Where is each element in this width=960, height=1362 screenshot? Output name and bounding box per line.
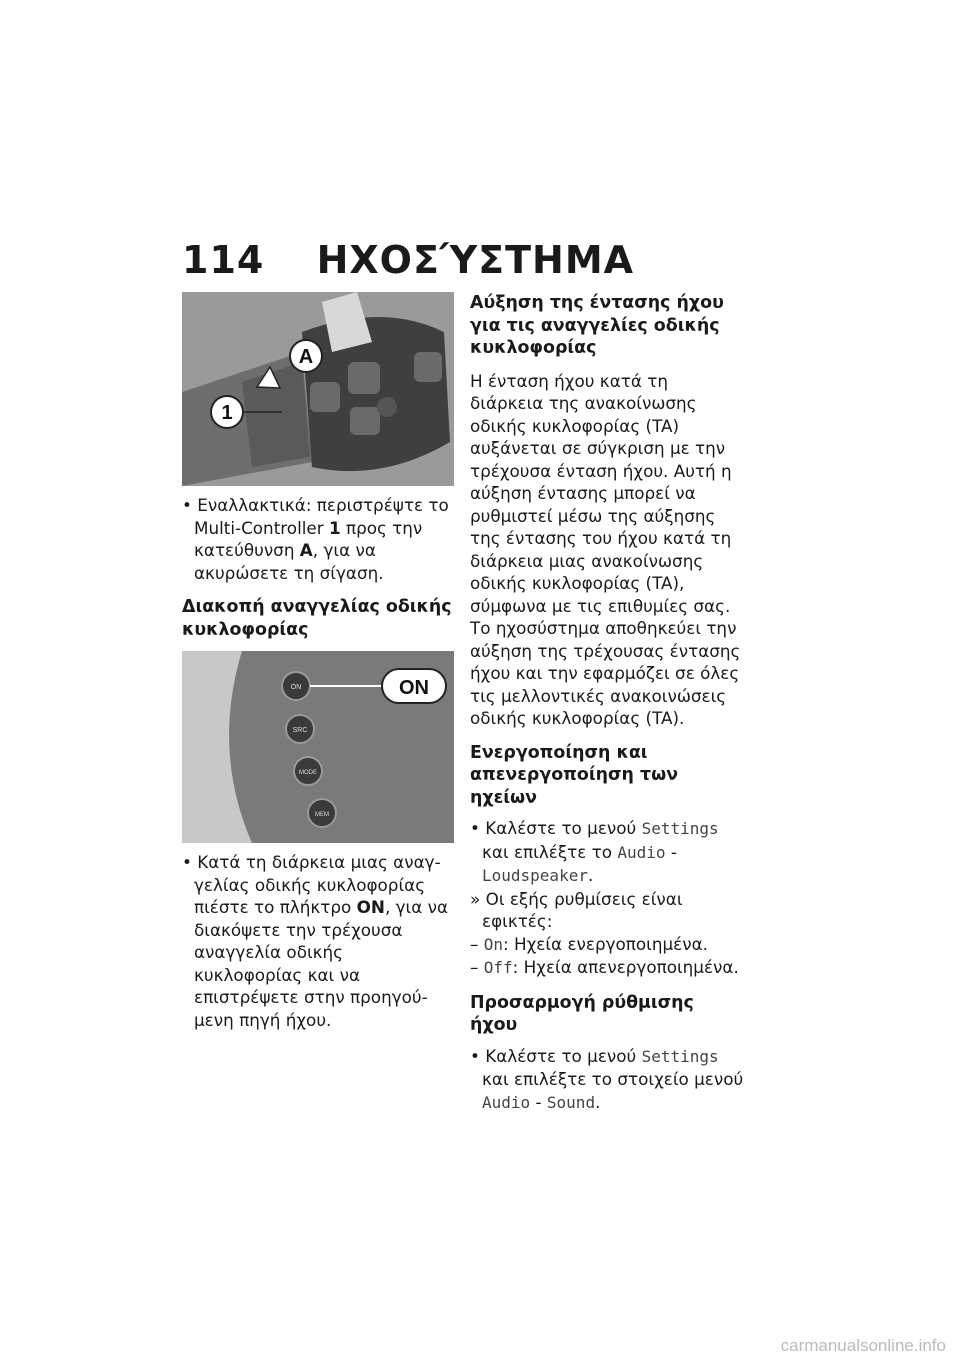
- bullet-sound: • Καλέστε το μενού Settings και επιλέξτε το στοιχείο μενού Audio - Sound.: [470, 1045, 745, 1115]
- section-heading-interrupt: Διακοπή αναγγελίας οδικής κυκλοφορίας: [182, 597, 452, 640]
- handlebar-figure: [182, 292, 454, 486]
- section-heading-sound: Προσαρμογή ρύθμισης ήχου: [470, 992, 694, 1035]
- page-title: ΗΧΟΣΎΣΤΗΜΑ: [316, 238, 635, 282]
- section-heading-speakers: Ενεργοποίηση και απενεργοποίηση των ηχείων: [470, 742, 679, 808]
- page-header: [182, 238, 634, 282]
- option-on: – On: Ηχεία ενεργοποιημένα.: [470, 933, 745, 957]
- btn-src-label: SRC: [292, 727, 308, 734]
- bullet-speakers: • Καλέστε το μενού Settings και επιλέξτε το Audio - Loudspeaker.: [470, 817, 745, 888]
- section-heading-volume: Αύξηση της έντασης ήχου για τις αναγγελίες οδικής κυκλοφορίας: [470, 293, 724, 358]
- buttons-figure: [182, 651, 454, 843]
- option-off: – Off: Ηχεία απενεργοποιημένα.: [470, 956, 745, 980]
- btn-on-label: ON: [290, 684, 302, 691]
- callout-on: ON: [399, 677, 429, 699]
- right-column: [470, 292, 745, 1114]
- bullet-interrupt: • Κατά τη διάρκεια μιας αναγγελίας οδικής κυκλοφορίας πιέστε το πλήκτρο ON, για να διακόψετε την τρέχουσα αναγγελία οδικής κυκλοφορίας και να επιστρέψετε στην προηγούμενη πηγή ήχου.: [182, 851, 454, 1031]
- btn-mode-label: MODE: [299, 770, 317, 776]
- handlebar-illustration: [182, 292, 454, 486]
- page-number: 114: [182, 238, 265, 282]
- paragraph-volume: Η ένταση ήχου κατά τη διάρκεια της ανακοίνωσης οδικής κυκλοφορίας (TA) αυξάνεται σε σύγκριση με την τρέχουσα ένταση ήχου. Αυτή η αύξηση έντασης μπορεί να ρυθμιστεί μέσω της αύξησης της έντασης του ήχου κατά τη διάρκεια μιας ανακοίνωσης οδικής κυκλοφορίας (TA), σύμφωνα με τις επιθυμίες σας. Το ηχοσύστημα αποθηκεύει την αύξηση της τρέχουσας έντασης ήχου και την εφαρμόζει σε όλες τις μελλοντικές ανακοινώσεις οδικής κυκλοφορίας (TA).: [470, 370, 741, 728]
- result-line: » Οι εξής ρυθμίσεις είναι εφικτές:: [470, 888, 745, 933]
- callout-1: 1: [221, 402, 233, 424]
- bullet-multicontroller: • Εναλλακτικά: περιστρέψτε το Multi-Controller 1 προς την κατεύθυνση A, για να ακυρώσετε τη σίγαση.: [182, 494, 454, 584]
- callout-a: A: [298, 346, 314, 368]
- btn-mem-label: MEM: [315, 812, 329, 818]
- left-column: [182, 292, 454, 1031]
- buttons-illustration: [182, 651, 454, 843]
- watermark: carmanualsonline.info: [780, 1336, 946, 1355]
